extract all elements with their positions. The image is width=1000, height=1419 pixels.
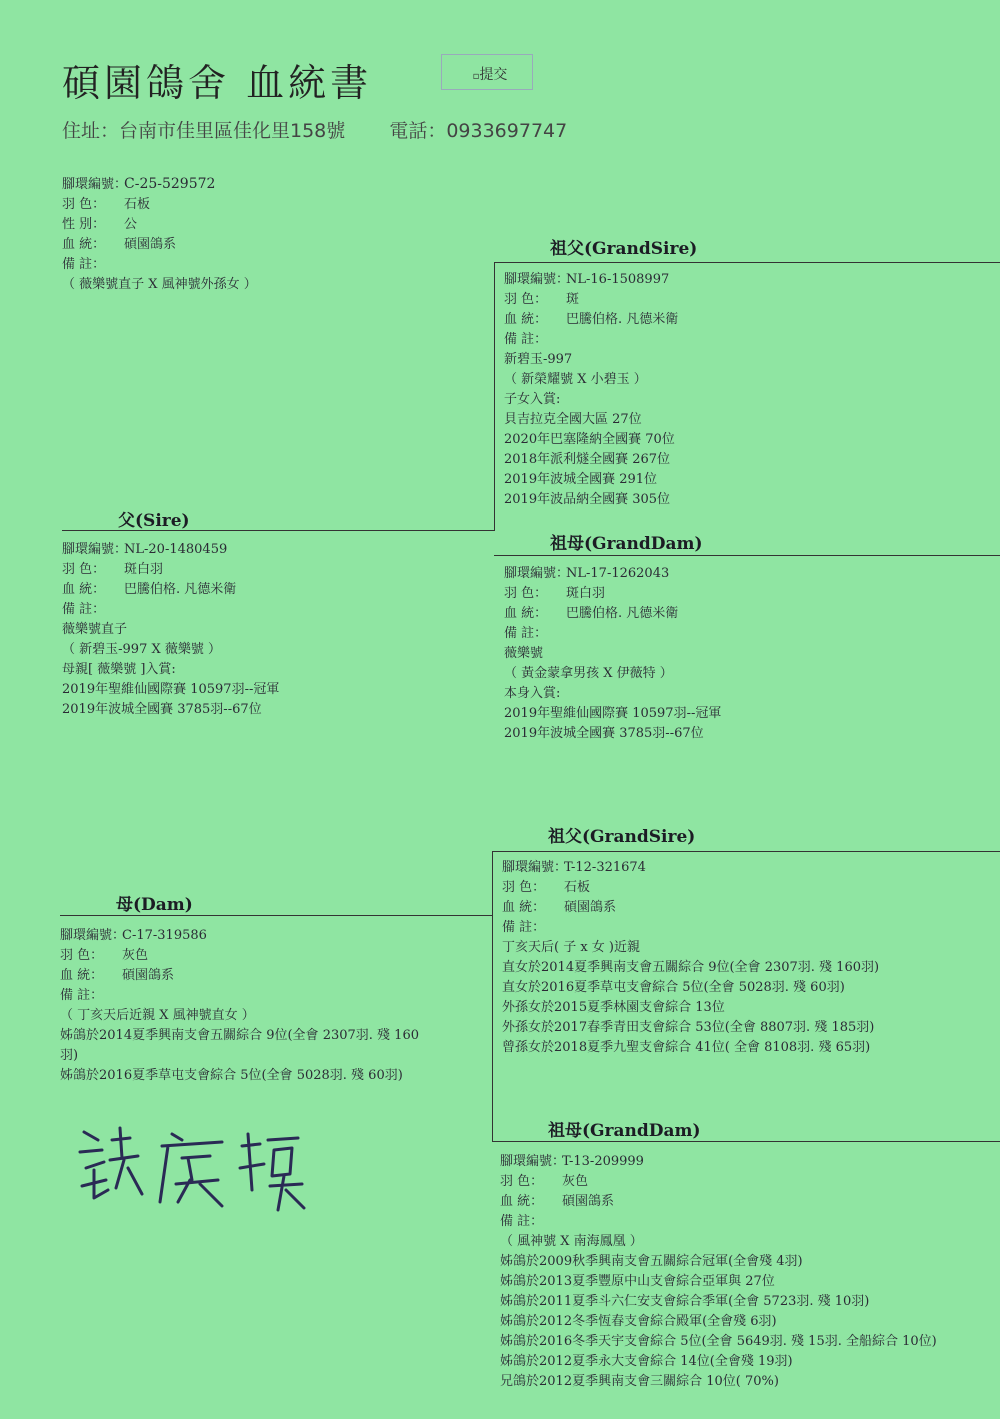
contact-line: [62, 116, 605, 143]
lineage-text: 直女於2014夏季興南支會五關綜合 9位(全會 2307羽. 殘 160羽): [502, 960, 880, 975]
ring-label: 腳環編號：: [504, 272, 570, 287]
blood-label: 血 統：: [62, 237, 106, 252]
blood-value: 巴騰伯格. 凡德米衛: [566, 312, 679, 327]
lineage-text: 本身入賞:: [504, 686, 561, 701]
lineage-text: 2019年波品納全國賽 305位: [504, 492, 671, 507]
note-label: 備 註：: [502, 920, 546, 935]
divider-line: [494, 262, 1000, 263]
sire-heading: 父(Sire): [118, 511, 190, 531]
granddam-heading: 祖母(GrandDam): [550, 534, 703, 554]
lineage-text: （ 黃金蒙拿男孩 X 伊薇特 ）: [504, 666, 673, 681]
dam-heading: 母(Dam): [116, 895, 193, 915]
lineage-text: 2018年派利燧全國賽 267位: [504, 452, 671, 467]
note-label: 備 註：: [62, 602, 106, 617]
blood-label: 血 統：: [504, 606, 548, 621]
color-value: 灰色: [122, 948, 149, 963]
signature: [72, 1110, 312, 1224]
blood-value: 碩園鴿系: [124, 237, 177, 252]
grandsire-heading: 祖父(GrandSire): [548, 827, 696, 847]
lineage-text: 外孫女於2015夏季林園支會綜合 13位: [502, 1000, 725, 1015]
blood-label: 血 統：: [60, 968, 104, 983]
lineage-text: 2019年聖維仙國際賽 10597羽--冠軍: [62, 682, 280, 697]
lineage-text: 姊鴿於2013夏季豐原中山支會綜合亞軍與 27位: [500, 1274, 775, 1289]
phone-text: 電話：0933697747: [389, 120, 568, 142]
divider-line: [492, 851, 493, 1141]
lineage-text: 姊鴿於2011夏季斗六仁安支會綜合季軍(全會 5723羽. 殘 10羽): [500, 1294, 870, 1309]
blood-value: 碩園鴿系: [562, 1194, 615, 1209]
lineage-text: 姊鴿於2016夏季草屯支會綜合 5位(全會 5028羽. 殘 60羽): [60, 1068, 403, 1083]
lineage-text: 薇樂號: [504, 646, 544, 661]
lineage-text: 2020年巴塞隆納全國賽 70位: [504, 432, 675, 447]
lineage-text: 兄鴿於2012夏季興南支會三關綜合 10位( 70%): [500, 1374, 779, 1389]
lineage-text: 母親[ 薇樂號 ]入賞:: [62, 662, 176, 677]
color-label: 羽 色：: [62, 197, 106, 212]
note-label: 備 註：: [62, 257, 106, 272]
lineage-text: 2019年聖維仙國際賽 10597羽--冠軍: [504, 706, 722, 721]
ring-label: 腳環編號：: [500, 1154, 566, 1169]
color-label: 羽 色：: [62, 562, 106, 577]
lineage-text: 丁亥天后( 子 x 女 )近親: [502, 940, 641, 955]
lineage-text: （ 新榮耀號 X 小碧玉 ）: [504, 372, 647, 387]
color-label: 羽 色：: [504, 586, 548, 601]
page-title: 碩園鴿舍 血統書: [62, 61, 373, 105]
divider-line: [492, 1141, 1000, 1142]
lineage-text: 姊鴿於2012冬季恆春支會綜合殿軍(全會殘 6羽): [500, 1314, 777, 1329]
lineage-text: 姊鴿於2009秋季興南支會五關綜合冠軍(全會殘 4羽): [500, 1254, 803, 1269]
lineage-text: 曾孫女於2018夏季九聖支會綜合 41位( 全會 8108羽. 殘 65羽): [502, 1040, 871, 1055]
divider-line: [494, 555, 1000, 556]
ring-label: 腳環編號：: [502, 860, 568, 875]
lineage-text: 姊鴿於2016冬季天宇支會綜合 5位(全會 5649羽. 殘 15羽. 全船綜合 10位): [500, 1334, 937, 1349]
color-value: 石板: [564, 880, 591, 895]
note-label: 備 註：: [504, 332, 548, 347]
lineage-text: 羽): [60, 1048, 79, 1063]
ring-number: NL-20-1480459: [124, 542, 228, 557]
lineage-text: 直女於2016夏季草屯支會綜合 5位(全會 5028羽. 殘 60羽): [502, 980, 845, 995]
blood-label: 血 統：: [504, 312, 548, 327]
broken-image-icon: ▫: [472, 71, 480, 82]
color-label: 羽 色：: [504, 292, 548, 307]
lineage-text: 2019年波城全國賽 291位: [504, 472, 658, 487]
sire-block: [62, 540, 279, 720]
blood-label: 血 統：: [62, 582, 106, 597]
ring-number: NL-17-1262043: [566, 566, 670, 581]
color-value: 斑白羽: [566, 586, 606, 601]
ring-label: 腳環編號：: [62, 542, 128, 557]
lineage-text: 薇樂號直子: [62, 622, 128, 637]
sire-granddam-block: [504, 564, 721, 744]
dam-granddam-block: [500, 1152, 937, 1392]
lineage-text: 姊鴿於2014夏季興南支會五關綜合 9位(全會 2307羽. 殘 160: [60, 1028, 419, 1043]
sex-label: 性 別：: [62, 217, 106, 232]
note-label: 備 註：: [500, 1214, 544, 1229]
sire-grandsire-block: [504, 270, 678, 510]
ring-number: T-13-209999: [562, 1154, 644, 1169]
color-value: 斑: [566, 292, 580, 307]
blood-value: 巴騰伯格. 凡德米衛: [124, 582, 237, 597]
submit-label: 提交: [479, 67, 508, 83]
lineage-text: 子女入賞:: [504, 392, 561, 407]
ring-number: NL-16-1508997: [566, 272, 670, 287]
divider-line: [494, 262, 495, 530]
color-label: 羽 色：: [502, 880, 546, 895]
note-label: 備 註：: [60, 988, 104, 1003]
ring-number: T-12-321674: [564, 860, 646, 875]
lineage-text: 外孫女於2017春季青田支會綜合 53位(全會 8807羽. 殘 185羽): [502, 1020, 875, 1035]
divider-line: [492, 851, 1000, 852]
address-text: 住址：台南市佳里區佳化里158號: [62, 120, 346, 142]
granddam-heading: 祖母(GrandDam): [548, 1121, 701, 1141]
submit-button[interactable]: [441, 54, 533, 90]
dam-block: [60, 926, 419, 1086]
lineage-text: 新碧玉-997: [504, 352, 573, 367]
blood-label: 血 統：: [500, 1194, 544, 1209]
color-label: 羽 色：: [60, 948, 104, 963]
ring-label: 腳環編號：: [504, 566, 570, 581]
lineage-text: 2019年波城全國賽 3785羽--67位: [62, 702, 262, 717]
lineage-text: （ 丁亥天后近親 X 風神號直女 ）: [60, 1008, 255, 1023]
color-label: 羽 色：: [500, 1174, 544, 1189]
lineage-text: （ 薇樂號直子 X 風神號外孫女 ）: [62, 277, 257, 292]
blood-label: 血 統：: [502, 900, 546, 915]
blood-value: 碩園鴿系: [122, 968, 175, 983]
signature-drawing: [72, 1110, 312, 1220]
lineage-text: 姊鴿於2012夏季永大支會綜合 14位(全會殘 19羽): [500, 1354, 793, 1369]
ring-number: C-25-529572: [124, 176, 216, 192]
ring-label: 腳環編號：: [62, 177, 128, 192]
ring-number: C-17-319586: [122, 928, 207, 943]
color-value: 灰色: [562, 1174, 589, 1189]
dam-grandsire-block: [502, 858, 879, 1058]
lineage-text: （ 風神號 X 南海鳳凰 ）: [500, 1234, 643, 1249]
color-value: 石板: [124, 197, 151, 212]
sex-value: 公: [124, 217, 138, 232]
blood-value: 巴騰伯格. 凡德米衛: [566, 606, 679, 621]
lineage-text: 貝吉拉克全國大區 27位: [504, 412, 642, 427]
color-value: 斑白羽: [124, 562, 164, 577]
grandsire-heading: 祖父(GrandSire): [550, 239, 698, 259]
note-label: 備 註：: [504, 626, 548, 641]
lineage-text: 2019年波城全國賽 3785羽--67位: [504, 726, 704, 741]
lineage-text: （ 新碧玉-997 X 薇樂號 ）: [62, 642, 221, 657]
subject-block: [62, 174, 257, 295]
ring-label: 腳環編號：: [60, 928, 126, 943]
divider-line: [60, 915, 493, 916]
blood-value: 碩園鴿系: [564, 900, 617, 915]
